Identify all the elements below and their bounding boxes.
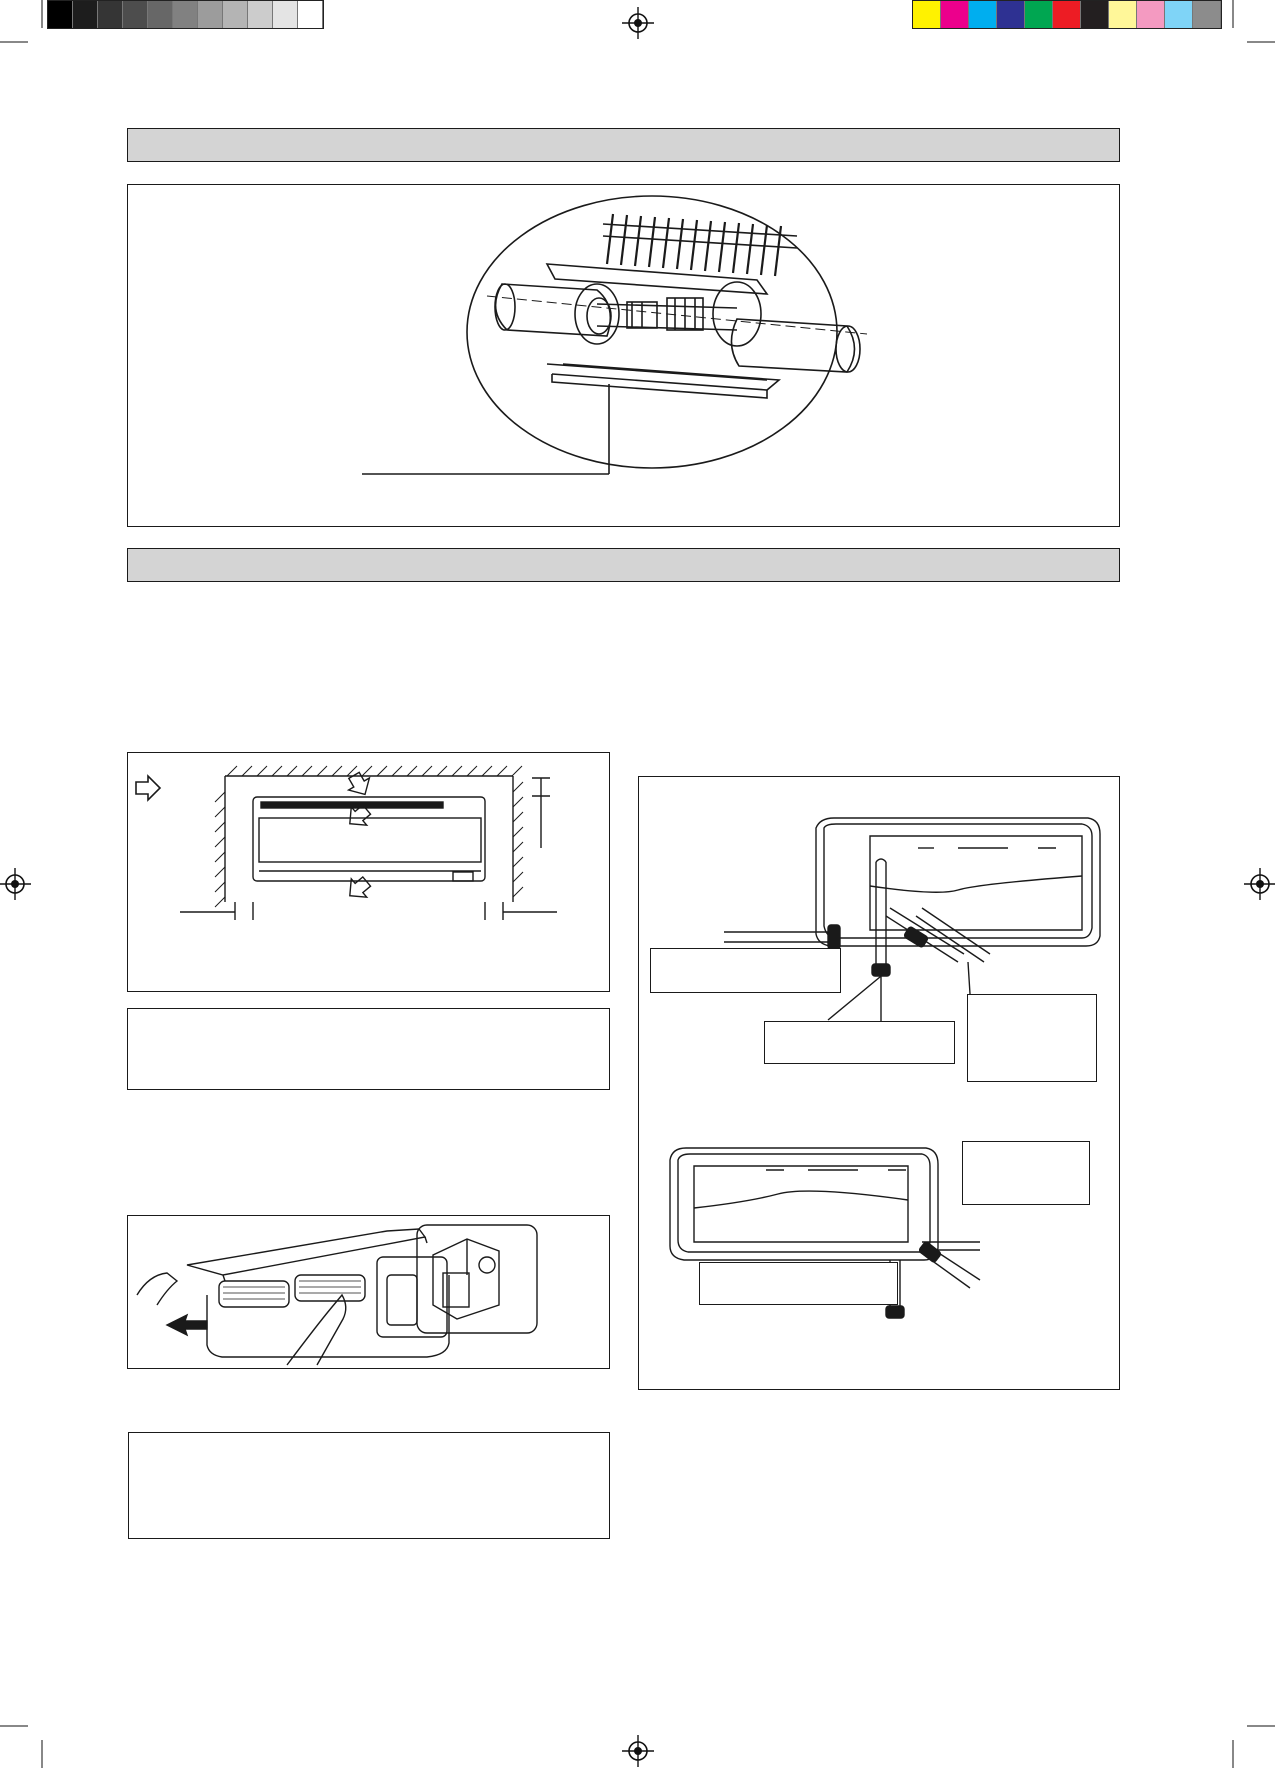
front-panel-opening-drawing (127, 1215, 610, 1369)
outline-arrow-icon (136, 776, 160, 800)
piping-label-box (699, 1262, 898, 1305)
piping-label-box (650, 948, 841, 993)
piping-label-box (967, 994, 1097, 1082)
pipe-joint-insulation-drawing (127, 184, 1120, 527)
piping-label-box (764, 1021, 955, 1064)
unit-clearance-drawing (127, 752, 610, 992)
piping-label-box (962, 1141, 1090, 1205)
note-box (127, 1008, 610, 1090)
section-header-bar (127, 548, 1120, 582)
section-header-bar (127, 128, 1120, 162)
note-box (128, 1432, 610, 1539)
